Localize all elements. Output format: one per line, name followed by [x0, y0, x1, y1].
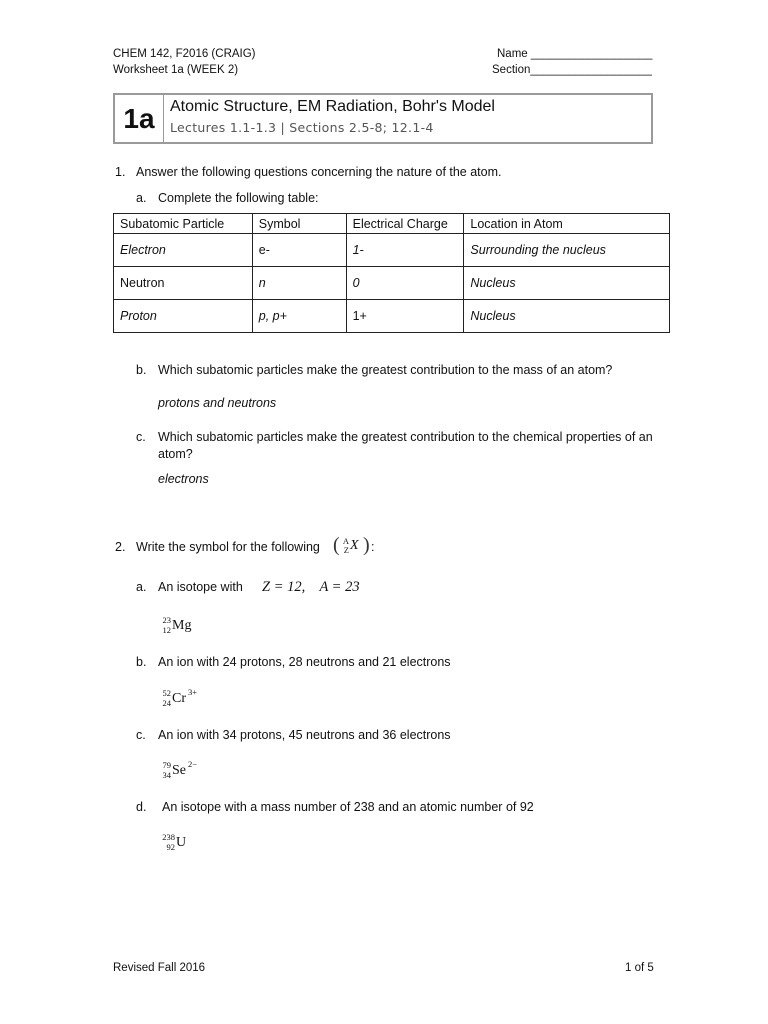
- notation-mass: A: [342, 536, 349, 546]
- table-header: Symbol: [252, 214, 346, 234]
- isotope-atomic: 92: [166, 842, 175, 852]
- q1b-text: Which subatomic particles make the greatest contribution to the mass of an atom?: [158, 363, 613, 377]
- table-cell: 0: [346, 267, 464, 300]
- section-field-label: Section___________________: [492, 64, 652, 76]
- worksheet-subtitle: Lectures 1.1-1.3 | Sections 2.5-8; 12.1-4: [170, 120, 434, 135]
- q1c-text-line2: atom?: [158, 447, 193, 461]
- q2b-text: An ion with 24 protons, 28 neutrons and 21 electrons: [158, 655, 451, 669]
- q2c-text: An ion with 34 protons, 45 neutrons and 36 electrons: [158, 728, 451, 742]
- isotope-atomic: 24: [162, 698, 171, 708]
- page-number: 1 of 5: [625, 962, 654, 974]
- table-header: Electrical Charge: [346, 214, 464, 234]
- notation-paren-open: (: [333, 534, 340, 556]
- notation-atomic: Z: [343, 545, 349, 555]
- table-cell: n: [252, 267, 346, 300]
- worksheet-label: Worksheet 1a (WEEK 2): [113, 64, 239, 76]
- table-cell: Proton: [114, 300, 253, 333]
- isotope-atomic: 34: [162, 770, 171, 780]
- footer-revised: Revised Fall 2016: [113, 962, 206, 974]
- table-header: Subatomic Particle: [114, 214, 253, 234]
- q1c-text-line1: Which subatomic particles make the greatest contribution to the chemical properties of an: [158, 430, 653, 444]
- q2d-answer-symbol: [158, 832, 218, 854]
- worksheet-title: Atomic Structure, EM Radiation, Bohr's Model: [170, 98, 495, 115]
- q2a-text: An isotope with: [158, 580, 243, 594]
- q1c-label: c.: [136, 430, 146, 444]
- isotope-element: U: [176, 835, 187, 850]
- q1-text: Answer the following questions concerning the nature of the atom.: [136, 165, 502, 179]
- isotope-atomic: 12: [162, 625, 171, 635]
- table-row: [114, 300, 670, 333]
- isotope-mass: 238: [162, 832, 175, 842]
- isotope-charge: 3+: [188, 687, 198, 697]
- table-cell: Nucleus: [464, 300, 670, 333]
- table-cell: 1-: [346, 234, 464, 267]
- isotope-element: Cr: [172, 691, 186, 706]
- table-cell: Electron: [114, 234, 253, 267]
- table-cell: Surrounding the nucleus: [464, 234, 670, 267]
- table-cell: p, p+: [252, 300, 346, 333]
- q2c-answer-symbol: [158, 760, 218, 782]
- table-cell: 1+: [346, 300, 464, 333]
- q2a-values: Z = 12, A = 23: [262, 579, 360, 595]
- q2b-label: b.: [136, 655, 147, 669]
- q1c-answer: electrons: [158, 472, 209, 486]
- q2c-label: c.: [136, 728, 146, 742]
- isotope-mass: 79: [162, 760, 171, 770]
- title-box: [113, 93, 653, 144]
- q2b-answer-symbol: [158, 688, 218, 710]
- course-label: CHEM 142, F2016 (CRAIG): [113, 48, 256, 60]
- q1b-label: b.: [136, 363, 147, 377]
- isotope-element: Mg: [172, 618, 192, 633]
- notation-element: X: [350, 538, 359, 553]
- table-header-row: [114, 214, 670, 234]
- q1a-label: a.: [136, 191, 147, 205]
- q2-text: Write the symbol for the following: [136, 540, 320, 554]
- worksheet-number: 1a: [115, 95, 164, 142]
- isotope-charge: 2−: [188, 759, 198, 769]
- table-row: [114, 267, 670, 300]
- q1a-text: Complete the following table:: [158, 191, 319, 205]
- q2-colon: :: [371, 540, 375, 554]
- q1b-answer: protons and neutrons: [158, 396, 277, 410]
- q2a-answer-symbol: [158, 615, 218, 637]
- table-cell: Nucleus: [464, 267, 670, 300]
- table-cell: e-: [252, 234, 346, 267]
- particle-table: [113, 213, 670, 333]
- isotope-element: Se: [172, 763, 186, 778]
- table-row: [114, 234, 670, 267]
- notation-paren-close: ): [363, 534, 370, 556]
- name-field-label: Name ___________________: [497, 48, 653, 60]
- q1-number: 1.: [115, 165, 126, 179]
- q2d-text: An isotope with a mass number of 238 and an atomic number of 92: [162, 800, 534, 814]
- table-header: Location in Atom: [464, 214, 670, 234]
- isotope-mass: 23: [162, 615, 171, 625]
- table-cell: Neutron: [114, 267, 253, 300]
- q2a-label: a.: [136, 580, 147, 594]
- isotope-mass: 52: [162, 688, 171, 698]
- q2-number: 2.: [115, 540, 126, 554]
- q2d-label: d.: [136, 800, 147, 814]
